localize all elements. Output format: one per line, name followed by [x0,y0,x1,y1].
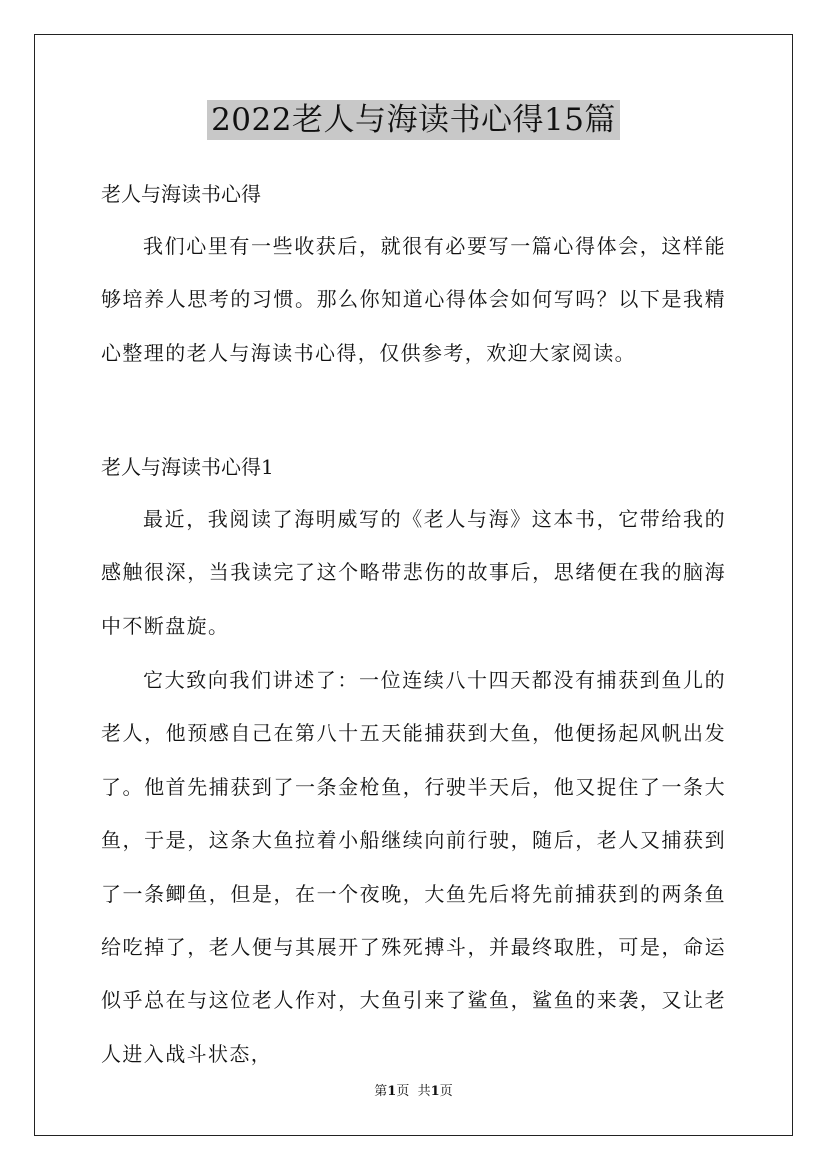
section-heading: 老人与海读书心得 [101,182,261,206]
title-container [0,100,827,140]
total-label-suffix: 页 [439,1084,453,1099]
section-heading-1: 老人与海读书心得1 [101,455,274,479]
total-pages: 1 [430,1084,440,1099]
body-paragraph-1: 最近，我阅读了海明威写的《老人与海》这本书，它带给我的感触很深，当我读完了这个略带悲伤的故事后，思绪便在我的脑海中不断盘旋。 [101,507,726,638]
page-label-prefix: 第 [374,1084,388,1099]
page-label-suffix: 页 [396,1084,410,1099]
document-title: 2022老人与海读书心得15篇 [207,100,620,140]
total-label-prefix: 共 [417,1084,431,1099]
page-number: 1 [387,1084,397,1099]
page-footer [0,1083,827,1101]
body-paragraph-2: 它大致向我们讲述了：一位连续八十四天都没有捕获到鱼儿的老人，他预感自己在第八十五天能捕获到大鱼，他便扬起风帆出发了。他首先捕获到了一条金枪鱼，行驶半天后，他又捉住了一条大鱼，于是，这条大鱼拉着小船继续向前行驶，随后，老人又捕获到了一条鲫鱼，但是，在一个夜晚，大鱼先后将先前捕获到的两条鱼给吃掉了，老人便与其展开了殊死搏斗，并最终取胜，可是，命运似乎总在与这位老人作对，大鱼引来了鲨鱼，鲨鱼的来袭，又让老人进入战斗状态， [101,668,726,1066]
intro-paragraph: 我们心里有一些收获后，就很有必要写一篇心得体会，这样能够培养人思考的习惯。那么你知道心得体会如何写吗？以下是我精心整理的老人与海读书心得，仅供参考，欢迎大家阅读。 [101,234,726,365]
